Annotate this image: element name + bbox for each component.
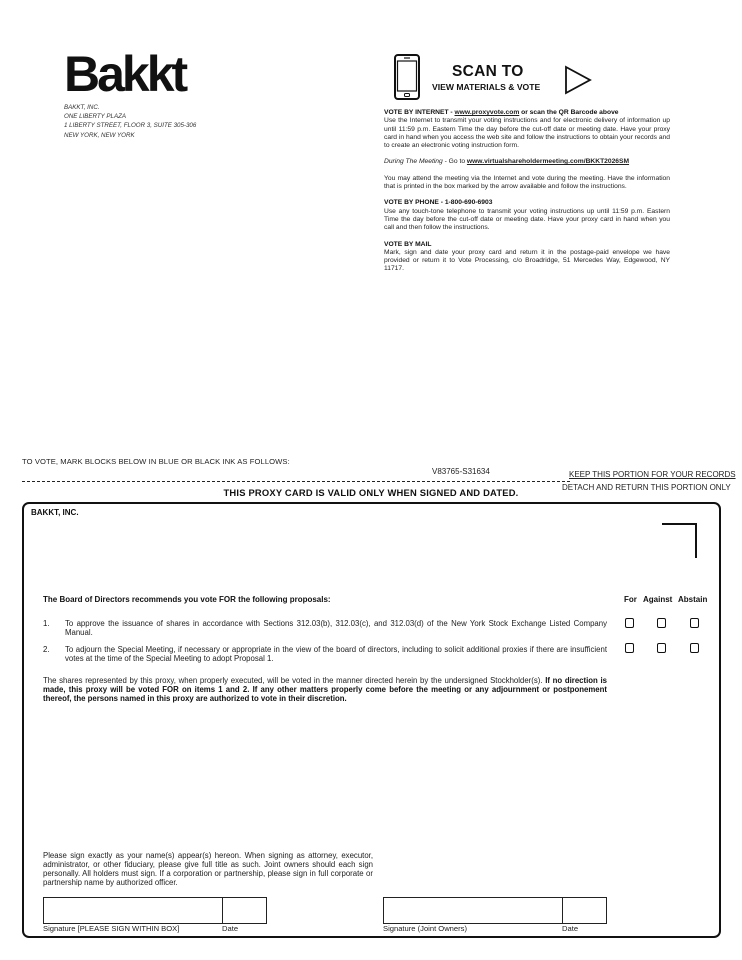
scan-title: SCAN TO <box>452 63 524 80</box>
proposal-text: To approve the issuance of shares in accordance with Sections 312.03(b), 312.03(c), and 312.03(d) of the New York Stock Exchange Listed Company Manual. <box>65 619 607 637</box>
address-line: ONE LIBERTY PLAZA <box>64 113 127 121</box>
meeting-link-line <box>384 158 670 166</box>
joint-date-box[interactable] <box>562 897 607 924</box>
column-abstain: Abstain <box>678 595 708 604</box>
signature-label: Signature [PLEASE SIGN WITHIN BOX] <box>43 924 180 933</box>
proposal-number: 1. <box>43 619 50 628</box>
address-line: 1 LIBERTY STREET, FLOOR 3, SUITE 305-306 <box>64 122 197 130</box>
validity-text: THIS PROXY CARD IS VALID ONLY WHEN SIGNED AND DATED. <box>223 487 519 498</box>
address-line: BAKKT, INC. <box>64 104 100 111</box>
proposal-text: To adjourn the Special Meeting, if necessary or appropriate in the view of the board of directors, including to solicit additional proxies if there are insufficient votes at the time of the Special Meeting to adopt Proposal 1. <box>65 645 607 663</box>
detach-line <box>22 481 570 482</box>
mail-instructions <box>384 241 670 274</box>
internet-body: Use the Internet to transmit your voting instructions and for electronic delivery of information up until 11:59 p.m. Eastern Time the day before the cut-off date or meeting date. Have your proxy card in hand when you access the web site and follow the instructions to obtain your records and to create an electronic voting instruction form. <box>384 117 670 150</box>
joint-date-label: Date <box>562 924 579 933</box>
shares-text-bold: If no direction is made, this proxy will be voted FOR on items 1 and 2. If any other matters properly come before the meeting or any adjournment or postponement thereof, the persons named in this proxy are authorized to vote in their discretion. <box>43 676 607 703</box>
proposal-1-against-checkbox[interactable] <box>657 618 666 628</box>
proposal-2-abstain-checkbox[interactable] <box>690 643 699 653</box>
corner-registration-mark <box>662 523 697 558</box>
date-box[interactable] <box>222 897 267 924</box>
detach-portion-label: DETACH AND RETURN THIS PORTION ONLY <box>562 483 731 492</box>
internet-instructions <box>384 109 670 150</box>
proposal-1-for-checkbox[interactable] <box>625 618 634 628</box>
shares-text-plain: The shares represented by this proxy, when properly executed, will be voted in the manner directed herein by the undersigned Stockholder(s). <box>43 676 546 685</box>
joint-signature-label: Signature (Joint Owners) <box>383 924 467 933</box>
control-number: V83765-S31634 <box>432 467 490 476</box>
virtual-meeting-link[interactable]: www.virtualshareholdermeeting.com/BKKT2026SM <box>466 158 630 166</box>
company-logo: Bakkt <box>64 46 186 102</box>
proposal-1-abstain-checkbox[interactable] <box>690 618 699 628</box>
address-line: NEW YORK, NEW YORK <box>64 131 135 139</box>
card-company-name: BAKKT, INC. <box>31 508 79 517</box>
board-recommendation: The Board of Directors recommends you vote FOR the following proposals: <box>43 595 331 604</box>
meeting-body: You may attend the meeting via the Internet and vote during the meeting. Have the information that is printed in the box marked by the arrow available and follow the instructions. <box>384 174 670 191</box>
signature-box[interactable] <box>43 897 223 924</box>
proposal-2-for-checkbox[interactable] <box>625 643 634 653</box>
date-label: Date <box>222 924 239 933</box>
internet-heading: VOTE BY INTERNET - <box>384 109 455 116</box>
shares-voting-notice <box>43 676 607 703</box>
proposal-number: 2. <box>43 645 50 654</box>
smartphone-icon <box>394 54 420 100</box>
proposal-2-against-checkbox[interactable] <box>657 643 666 653</box>
voting-instructions <box>384 109 670 282</box>
scan-subtitle: VIEW MATERIALS & VOTE <box>432 82 541 92</box>
column-for: For <box>624 595 637 604</box>
play-arrow-icon <box>564 65 592 95</box>
phone-body: Use any touch-tone telephone to transmit your voting instructions up until 11:59 p.m. Eastern Time the day before the cut-off date or meeting date. Have your proxy card in hand when you call and then follow the instructions. <box>384 207 670 232</box>
phone-heading: VOTE BY PHONE - 1-800-690-6903 <box>384 199 493 207</box>
proxyvote-link[interactable]: www.proxyvote.com <box>454 109 520 116</box>
mark-instruction: TO VOTE, MARK BLOCKS BELOW IN BLUE OR BLACK INK AS FOLLOWS: <box>22 457 290 466</box>
phone-instructions <box>384 199 670 232</box>
internet-heading-tail: or scan the QR Barcode above <box>519 109 619 116</box>
column-against: Against <box>643 595 673 604</box>
meeting-goto: - Go to <box>442 158 467 166</box>
joint-signature-box[interactable] <box>383 897 563 924</box>
keep-portion-label: KEEP THIS PORTION FOR YOUR RECORDS <box>569 470 736 479</box>
mail-heading: VOTE BY MAIL <box>384 240 432 248</box>
signing-instructions: Please sign exactly as your name(s) appear(s) hereon. When signing as attorney, executor, administrator, or other fiduciary, please give full title as such. Joint owners should each sign personally. All holders must sign. If a corporation or partnership, please sign in full corporate or partnership name by authorized officer. <box>43 851 373 887</box>
company-address <box>64 103 196 140</box>
mail-body: Mark, sign and date your proxy card and return it in the postage-paid envelope we have provided or return it to Vote Processing, c/o Broadridge, 51 Mercedes Way, Edgewood, NY 11717. <box>384 248 670 273</box>
meeting-label: During The Meeting <box>384 158 443 166</box>
